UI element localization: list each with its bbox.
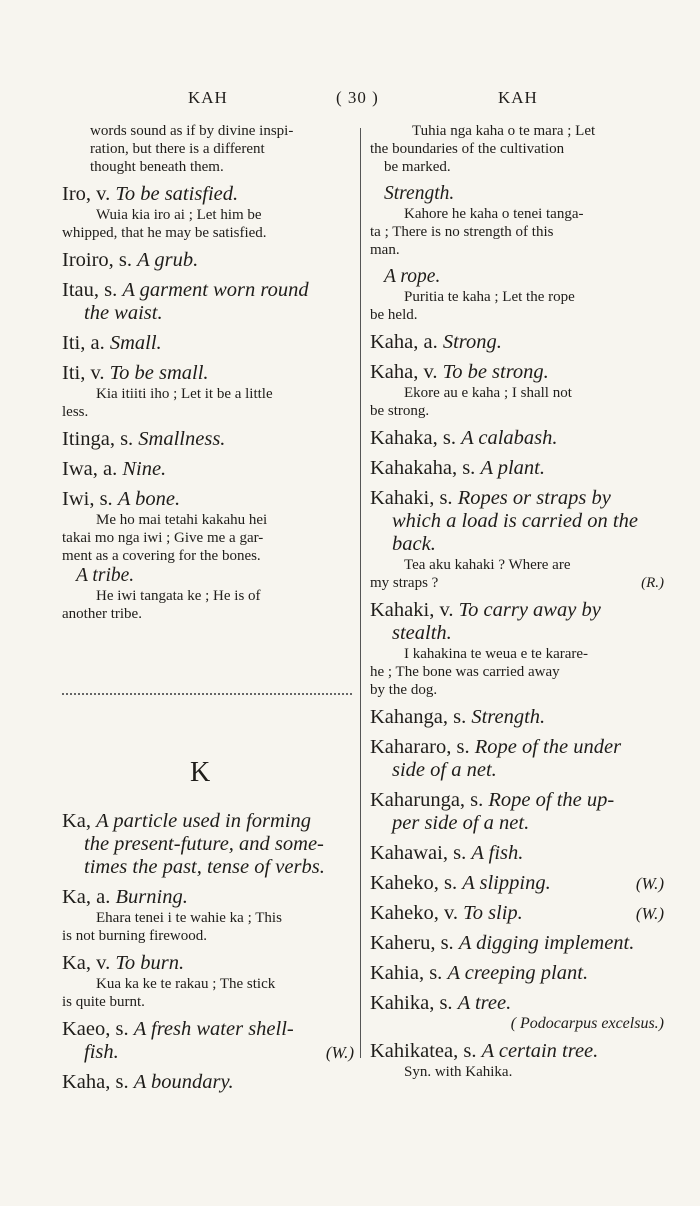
running-head-right: KAH — [498, 88, 538, 107]
text-line: be held. — [370, 307, 418, 323]
entry-kaharunga — [370, 789, 664, 835]
text-line: be strong. — [370, 403, 430, 419]
entry-kaheko-s — [370, 872, 664, 895]
entry-kahawai — [370, 842, 664, 865]
text-line: ta ; There is no strength of this — [370, 224, 554, 240]
entry-kaheru — [370, 932, 664, 955]
entry-kahararo — [370, 736, 664, 782]
headword: Iro, v. — [62, 183, 111, 205]
definition-cont: back. — [392, 533, 436, 555]
definition: Small. — [109, 332, 162, 354]
example — [62, 385, 354, 421]
entry-iti-a — [62, 332, 354, 355]
headword: Kaha, a. — [370, 331, 438, 353]
entry-kahikatea — [370, 1040, 664, 1063]
text-line: Kahore he kaha o tenei tanga- — [404, 206, 584, 222]
definition: A grub. — [137, 249, 199, 271]
definition: A plant. — [480, 457, 545, 479]
entry-iwi — [62, 488, 354, 511]
headword: Iroiro, s. — [62, 249, 133, 271]
headword: Kaha, v. — [370, 361, 438, 383]
example: Syn. with Kahika. — [404, 1064, 513, 1080]
running-head-left: KAH — [188, 88, 228, 107]
page-number: ( 30 ) — [336, 88, 379, 107]
definition-cont: times the past, tense of verbs. — [84, 856, 325, 878]
example — [62, 587, 354, 623]
definition-cont: per side of a net. — [392, 812, 530, 834]
headword: Kaeo, s. — [62, 1018, 129, 1040]
definition-cont: stealth. — [392, 622, 452, 644]
entry-iroiro — [62, 249, 354, 272]
text-line: thought beneath them. — [90, 159, 224, 175]
headword: Ka, a. — [62, 886, 111, 908]
definition: Rope of the under — [474, 736, 622, 758]
text-line: less. — [62, 404, 89, 420]
definition: A garment worn round — [122, 279, 309, 301]
definition: A certain tree. — [481, 1040, 599, 1062]
entry-ka-v — [62, 952, 354, 975]
example — [62, 206, 354, 242]
text-line: by the dog. — [370, 682, 438, 698]
definition: A bone. — [117, 488, 181, 510]
entry-iro-v — [62, 183, 354, 206]
entry-iti-v — [62, 362, 354, 385]
definition: To be small. — [109, 362, 209, 384]
headword: Kaheru, s. — [370, 932, 454, 954]
definition: To be satisfied. — [115, 183, 239, 205]
text-line: Me ho mai tetahi kakahu hei — [96, 512, 268, 528]
definition: A tree. — [457, 992, 512, 1014]
headword: Kahika, s. — [370, 992, 453, 1014]
definition-cont: side of a net. — [392, 759, 497, 781]
entry-kaha-v — [370, 361, 664, 384]
definition: Nine. — [122, 458, 167, 480]
entry-kaeo — [62, 1018, 354, 1064]
entry-ka-a — [62, 886, 354, 909]
sub-sense: A rope. — [384, 266, 441, 287]
example — [62, 909, 354, 945]
text-line: whipped, that he may be satisfied. — [62, 225, 267, 241]
headword: Kahararo, s. — [370, 736, 470, 758]
scientific-name: ( Podocarpus excelsus.) — [510, 1015, 664, 1032]
continuation-text — [370, 122, 664, 176]
definition: To be strong. — [442, 361, 549, 383]
definition: A particle used in forming — [96, 810, 312, 832]
column-divider — [360, 128, 361, 1058]
definition-cont: the waist. — [84, 302, 163, 324]
definition: A digging implement. — [458, 932, 635, 954]
example — [370, 205, 664, 259]
right-column — [370, 122, 664, 1081]
text-line: Wuia kia iro ai ; Let him be — [96, 207, 262, 223]
definition: To carry away by — [458, 599, 601, 621]
source-tag: (W.) — [635, 874, 664, 893]
definition: A calabash. — [461, 427, 558, 449]
text-line: the boundaries of the cultivation — [370, 141, 565, 157]
sub-sense: A tribe. — [76, 565, 135, 586]
text-line: is quite burnt. — [62, 994, 145, 1010]
entry-itinga — [62, 428, 354, 451]
left-column — [62, 122, 354, 623]
definition: A boundary. — [133, 1071, 234, 1093]
source-tag: (W.) — [635, 904, 664, 923]
section-letter: K — [190, 757, 211, 788]
entry-kaha-s — [62, 1071, 354, 1094]
text-line: Tuhia nga kaha o te mara ; Let — [412, 123, 596, 139]
entry-kahaki-s — [370, 487, 664, 556]
entry-ka-particle — [62, 810, 354, 879]
text-line: ration, but there is a different — [90, 141, 265, 157]
text-line: I kahakina te weua e te karare- — [404, 646, 589, 662]
headword: Itau, s. — [62, 279, 118, 301]
continuation-text — [62, 122, 354, 176]
source-tag: (R.) — [641, 575, 664, 591]
left-column-k — [62, 810, 354, 1094]
entry-iwa — [62, 458, 354, 481]
text-line: be marked. — [384, 159, 451, 175]
entry-kahika — [370, 992, 664, 1015]
entry-kahaki-v — [370, 599, 664, 645]
headword: Kahaki, s. — [370, 487, 453, 509]
headword: Ka, — [62, 810, 92, 832]
headword: Itinga, s. — [62, 428, 134, 450]
text-span: my straps ? — [370, 575, 439, 591]
text-line: he ; The bone was carried away — [370, 664, 560, 680]
entry-kahanga — [370, 706, 664, 729]
entry-itau — [62, 279, 354, 325]
text-line: Puritia te kaha ; Let the rope — [404, 289, 575, 305]
headword: Kahakaha, s. — [370, 457, 476, 479]
text-line: Ekore au e kaha ; I shall not — [404, 385, 572, 401]
text-line: ment as a covering for the bones. — [62, 548, 261, 564]
text-line: is not burning firewood. — [62, 928, 207, 944]
definition: Rope of the up- — [488, 789, 615, 811]
headword: Kahawai, s. — [370, 842, 467, 864]
headword: Kaheko, v. — [370, 902, 459, 924]
headword: Kahanga, s. — [370, 706, 467, 728]
section-rule — [62, 693, 352, 695]
sub-sense: Strength. — [384, 183, 455, 204]
example — [370, 556, 664, 592]
headword: Kaha, s. — [62, 1071, 129, 1093]
headword: Ka, v. — [62, 952, 111, 974]
headword: Kahia, s. — [370, 962, 443, 984]
headword: Iwa, a. — [62, 458, 118, 480]
definition-cont: the present-future, and some- — [84, 833, 324, 855]
example — [62, 511, 354, 565]
definition: A creeping plant. — [447, 962, 589, 984]
definition: A fish. — [471, 842, 524, 864]
headword: Kahikatea, s. — [370, 1040, 477, 1062]
text-line: He iwi tangata ke ; He is of — [96, 588, 261, 604]
entry-kahia — [370, 962, 664, 985]
definition: A fresh water shell- — [133, 1018, 294, 1040]
text-line — [370, 574, 664, 592]
entry-kaha-a — [370, 331, 664, 354]
text-line: Kua ka ke te rakau ; The stick — [96, 976, 276, 992]
definition: A slipping. — [462, 872, 551, 894]
text-line: takai mo nga iwi ; Give me a gar- — [62, 530, 264, 546]
headword: Kahaki, v. — [370, 599, 454, 621]
example — [62, 975, 354, 1011]
definition: Burning. — [115, 886, 188, 908]
headword: Kaharunga, s. — [370, 789, 484, 811]
text-line: Kia itiiti iho ; Let it be a little — [96, 386, 273, 402]
entry-kahaka — [370, 427, 664, 450]
headword: Iti, v. — [62, 362, 105, 384]
definition-cont: which a load is carried on the — [392, 510, 638, 532]
headword: Iwi, s. — [62, 488, 113, 510]
source-tag: (W.) — [325, 1043, 354, 1062]
entry-kahakaha — [370, 457, 664, 480]
entry-kaheko-v — [370, 902, 664, 925]
example — [370, 645, 664, 699]
headword: Kahaka, s. — [370, 427, 456, 449]
example — [370, 384, 664, 420]
text-line: words sound as if by divine inspi- — [90, 123, 294, 139]
text-line: man. — [370, 242, 400, 258]
definition: Smallness. — [138, 428, 226, 450]
text-line: another tribe. — [62, 606, 142, 622]
definition-cont: fish. — [84, 1041, 119, 1063]
definition: Strength. — [471, 706, 546, 728]
definition: Ropes or straps by — [457, 487, 611, 509]
definition: To slip. — [463, 902, 523, 924]
definition: To burn. — [115, 952, 185, 974]
headword: Kaheko, s. — [370, 872, 458, 894]
text-line: Tea aku kahaki ? Where are — [404, 557, 571, 573]
definition: Strong. — [442, 331, 502, 353]
example — [370, 288, 664, 324]
text-line: Ehara tenei i te wahie ka ; This — [96, 910, 282, 926]
headword: Iti, a. — [62, 332, 105, 354]
